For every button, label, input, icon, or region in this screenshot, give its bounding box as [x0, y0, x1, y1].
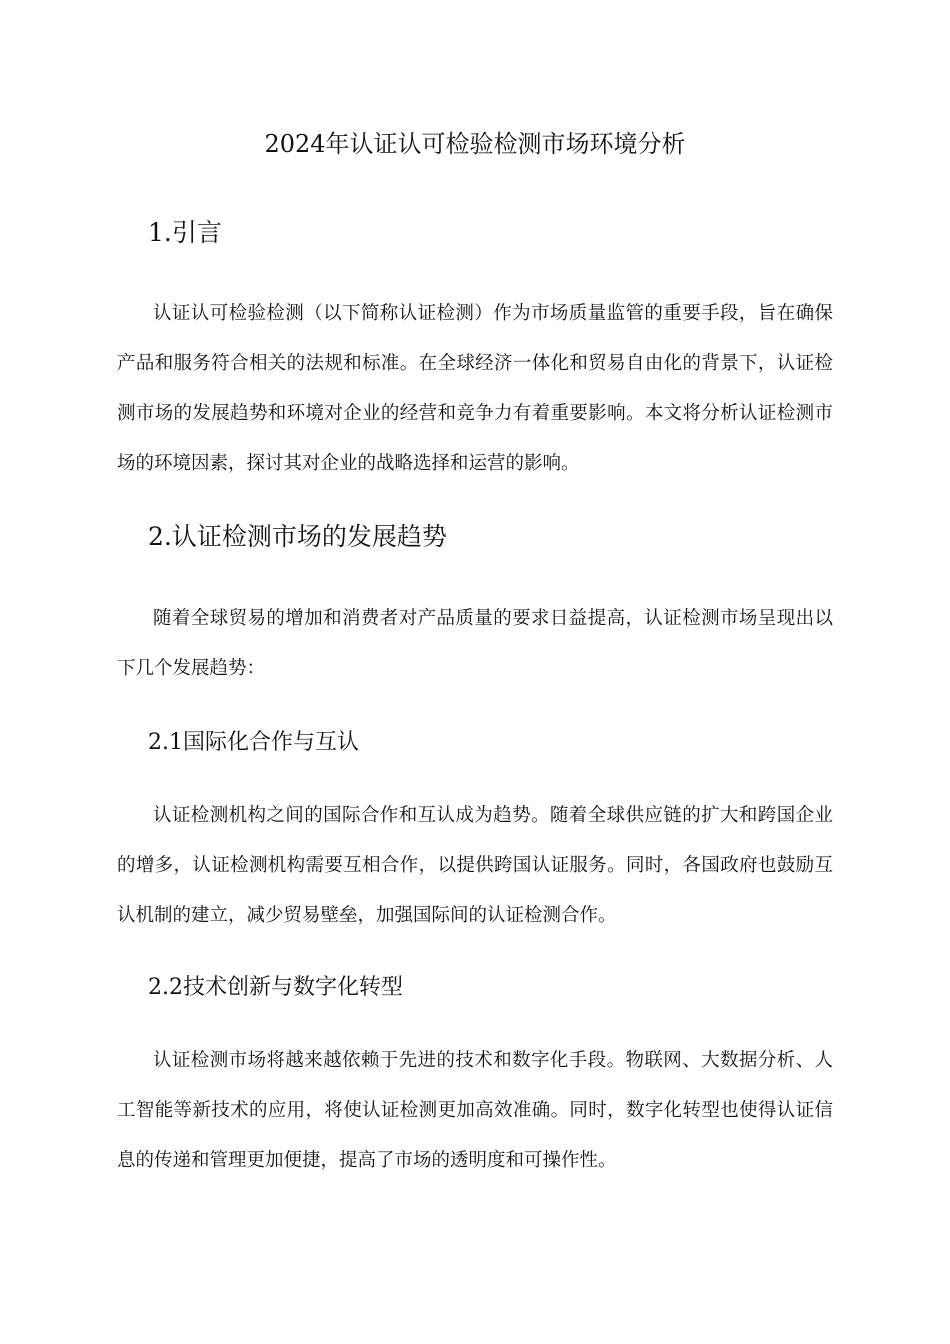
paragraph-international-cooperation: 认证检测机构之间的国际合作和互认成为趋势。随着全球供应链的扩大和跨国企业的增多，认证检测机构需要互相合作，以提供跨国认证服务。同时，各国政府也鼓励互认机制的建立，减少贸易壁垒，加强国际间的认证检测合作。 — [117, 805, 833, 926]
section-heading-introduction: 1.引言 — [148, 218, 222, 247]
paragraph-technology-innovation: 认证检测市场将越来越依赖于先进的技术和数字化手段。物联网、大数据分析、人工智能等新技术的应用，将使认证检测更加高效准确。同时，数字化转型也使得认证信息的传递和管理更加便捷，提高了市场的透明度和可操作性。 — [117, 1050, 833, 1171]
subsection-heading-international-cooperation: 2.1国际化合作与互认 — [148, 730, 359, 755]
subsection-heading-technology-innovation: 2.2技术创新与数字化转型 — [148, 975, 403, 1000]
document-title: 2024年认证认可检验检测市场环境分析 — [264, 130, 686, 158]
section-heading-trends: 2.认证检测市场的发展趋势 — [148, 522, 447, 551]
paragraph-introduction: 认证认可检验检测（以下简称认证检测）作为市场质量监管的重要手段，旨在确保产品和服务符合相关的法规和标准。在全球经济一体化和贸易自由化的背景下，认证检测市场的发展趋势和环境对企业的经营和竞争力有着重要影响。本文将分析认证检测市场的环境因素，探讨其对企业的战略选择和运营的影响。 — [117, 303, 833, 474]
paragraph-trends: 随着全球贸易的增加和消费者对产品质量的要求日益提高，认证检测市场呈现出以下几个发展趋势： — [117, 608, 833, 679]
